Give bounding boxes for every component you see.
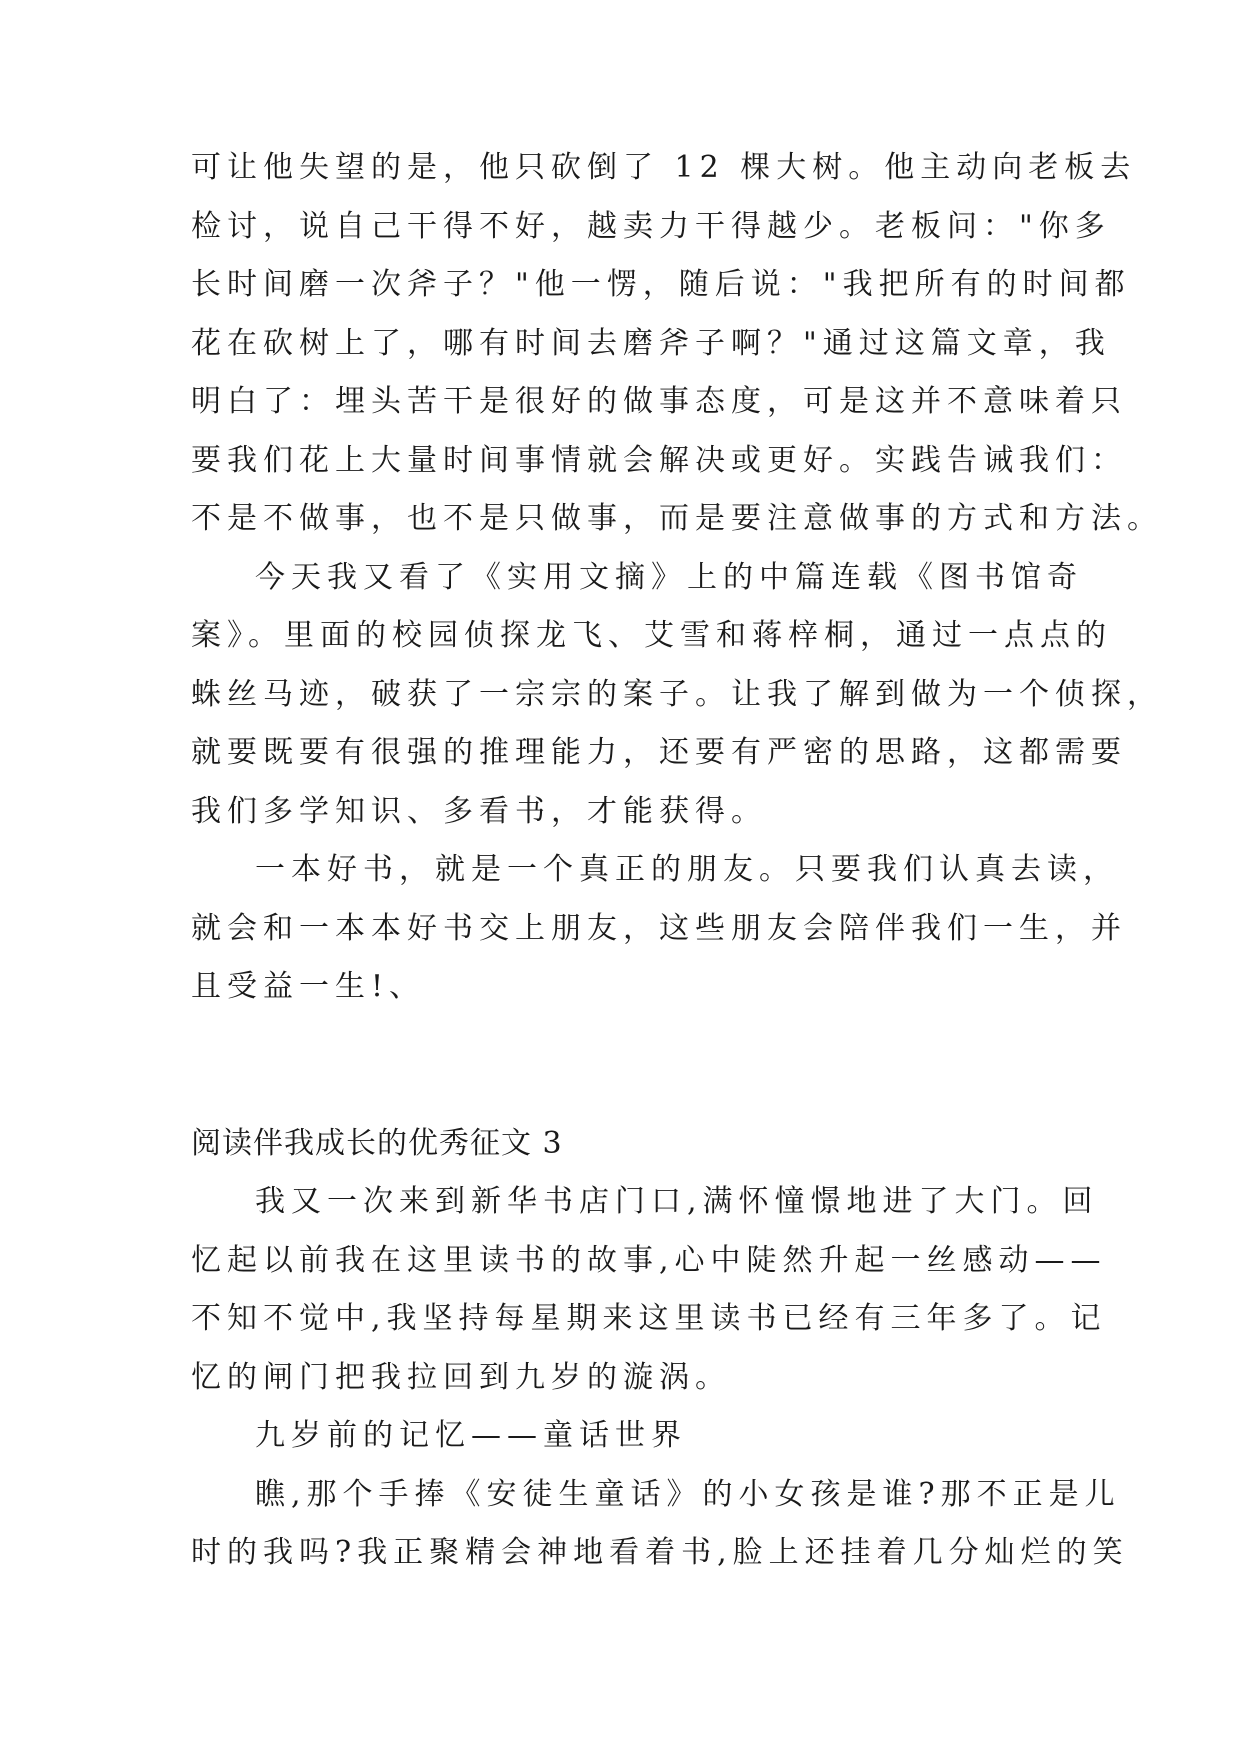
- text-line: 一本好书，就是一个真正的朋友。只要我们认真去读，: [255, 852, 1119, 887]
- text-line: 时的我吗?我正聚精会神地看着书,脸上还挂着几分灿烂的笑: [191, 1535, 1129, 1570]
- text-line: 案》。里面的校园侦探龙飞、艾雪和蒋梓桐，通过一点点的: [191, 618, 1112, 653]
- text-line: 检讨，说自己干得不好，越卖力干得越少。老板问："你多: [191, 208, 1111, 244]
- text-line: 就要既要有很强的推理能力，还要有严密的思路，这都需要: [191, 735, 1127, 770]
- text-line: 忆起以前我在这里读书的故事,心中陡然升起一丝感动——: [191, 1242, 1107, 1278]
- text-line: 明白了：埋头苦干是很好的做事态度，可是这并不意味着只: [191, 384, 1127, 419]
- text-line: 九岁前的记忆——童话世界: [255, 1418, 687, 1453]
- text-line: 瞧,那个手捧《安徒生童话》的小女孩是谁?那不正是儿: [255, 1476, 1121, 1512]
- text-line: 我们多学知识、多看书，才能获得。: [191, 793, 767, 829]
- section-heading-block: [191, 1115, 1051, 1174]
- text-line: 忆的闸门把我拉回到九岁的漩涡。: [191, 1359, 731, 1395]
- body-text-block-2: [191, 1173, 1129, 1583]
- text-line: 可让他失望的是，他只砍倒了 12 棵大树。他主动向老板去: [191, 150, 1137, 185]
- text-line: 要我们花上大量时间事情就会解决或更好。实践告诫我们：: [191, 442, 1127, 478]
- text-line: 不知不觉中,我坚持每星期来这里读书已经有三年多了。记: [191, 1301, 1107, 1336]
- text-line: 花在砍树上了，哪有时间去磨斧子啊？"通过这篇文章，我: [191, 325, 1111, 361]
- text-line: 今天我又看了《实用文摘》上的中篇连载《图书馆奇: [255, 559, 1083, 595]
- text-line: 就会和一本本好书交上朋友，这些朋友会陪伴我们一生，并: [191, 910, 1127, 946]
- body-text-block-1: [191, 139, 1163, 1017]
- text-line: 且受益一生!、: [191, 969, 426, 1004]
- text-line: 蛛丝马迹，破获了一宗宗的案子。让我了解到做为一个侦探，: [191, 676, 1163, 712]
- text-line: 长时间磨一次斧子？"他一愣，随后说："我把所有的时间都: [191, 267, 1131, 302]
- text-line: 不是不做事，也不是只做事，而是要注意做事的方式和方法。: [191, 501, 1163, 536]
- section-heading: 阅读伴我成长的优秀征文 3: [191, 1126, 563, 1161]
- text-line: 我又一次来到新华书店门口,满怀憧憬地进了大门。回: [255, 1184, 1099, 1219]
